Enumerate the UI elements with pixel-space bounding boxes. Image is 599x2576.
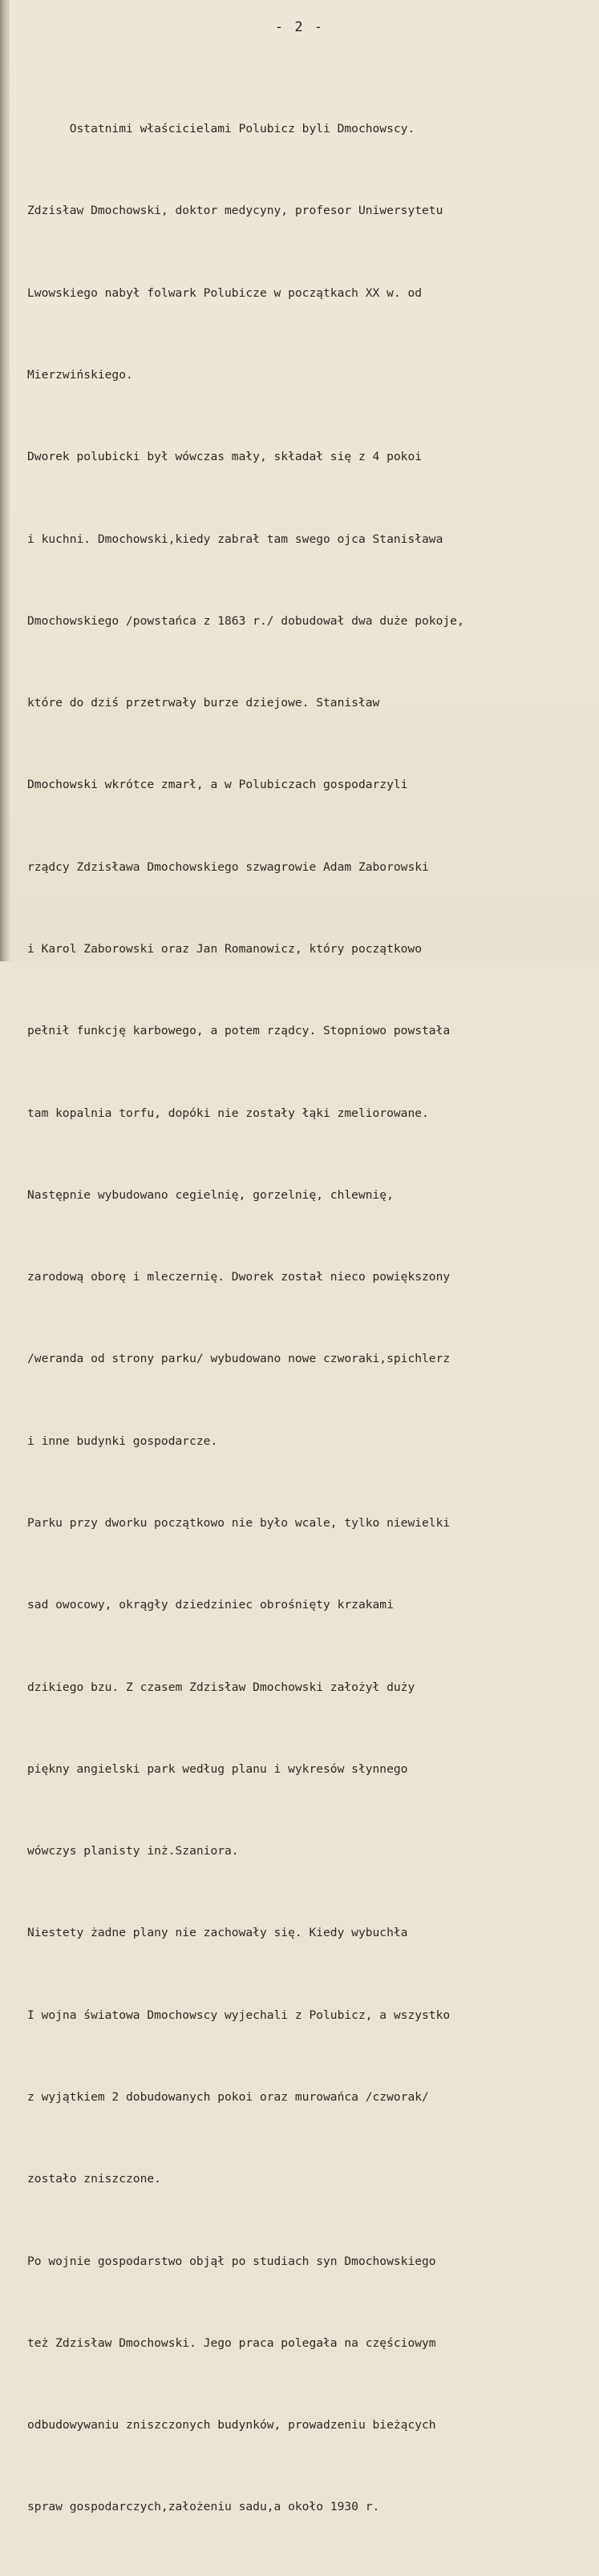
text-line: i kuchni. Dmochowski,kiedy zabrał tam swego ojca Stanisława xyxy=(27,532,443,546)
text-line: Dmochowskiego /powstańca z 1863 r./ dobudował dwa duże pokoje, xyxy=(27,613,464,628)
text-line: sad owocowy, okrągły dziedziniec obrośnięty krzakami xyxy=(27,1598,394,1612)
text-line: Dworek polubicki był wówczas mały, składał się z 4 pokoi xyxy=(27,450,423,464)
text-line: Lwowskiego nabył folwark Polubicze w początkach XX w. od xyxy=(27,285,423,300)
text-line: Niestety żadne plany nie zachowały się. Kiedy wybuchła xyxy=(27,1926,408,1940)
text-line: Ostatnimi właścicielami Polubicz byli Dmochowscy. xyxy=(27,122,415,136)
text-line: zarodową oborę i mleczernię. Dworek został nieco powiększony xyxy=(27,1270,451,1284)
text-line: pełnił funkcję karbowego, a potem rządcy. Stopniowo powstała xyxy=(27,1024,451,1038)
text-line: i inne budynki gospodarcze. xyxy=(27,1434,218,1448)
text-line: dzikiego bzu. Z czasem Zdzisław Dmochowski założył duży xyxy=(27,1680,415,1694)
text-line: Następnie wybudowano cegielnię, gorzelnię, chlewnię, xyxy=(27,1187,394,1202)
text-line: Mierzwińskiego. xyxy=(27,368,133,382)
text-line: Parku przy dworku początkowo nie było wcale, tylko niewielki xyxy=(27,1515,451,1530)
text-line: piękny angielski park według planu i wykresów słynnego xyxy=(27,1761,408,1776)
text-line: zostało zniszczone. xyxy=(27,2172,161,2186)
text-line: tam kopalnia torfu, dopóki nie zostały łąki zmeliorowane. xyxy=(27,1106,429,1120)
text-line: Po wojnie gospodarstwo objął po studiach syn Dmochowskiego xyxy=(27,2254,436,2268)
text-line: też Zdzisław Dmochowski. Jego praca polegała na częściowym xyxy=(27,2335,436,2350)
page-number: - 2 - xyxy=(274,19,325,35)
text-line: i Karol Zaborowski oraz Jan Romanowicz, który początkowo xyxy=(27,942,423,956)
page-left-edge xyxy=(0,0,10,961)
text-line: Dmochowski wkrótce zmarł, a w Polubiczach gospodarzyli xyxy=(27,778,408,792)
text-line: odbudowywaniu zniszczonych budynków, prowadzeniu bieżących xyxy=(27,2418,436,2432)
text-line: rządcy Zdzisława Dmochowskiego szwagrowie Adam Zaborowski xyxy=(27,859,429,874)
text-line: wówczys planisty inż.Szaniora. xyxy=(27,1844,239,1858)
body-text xyxy=(27,61,581,2576)
text-line: I wojna światowa Dmochowscy wyjechali z Polubicz, a wszystko xyxy=(27,2008,451,2022)
text-line: /weranda od strony parku/ wybudowano nowe czworaki,spichlerz xyxy=(27,1352,451,1366)
text-line: Zdzisław Dmochowski, doktor medycyny, profesor Uniwersytetu xyxy=(27,204,443,218)
text-line: które do dziś przetrwały burze dziejowe. Stanisław xyxy=(27,696,380,710)
text-line: z wyjątkiem 2 dobudowanych pokoi oraz murowańca /czworak/ xyxy=(27,2089,429,2104)
text-line: spraw gospodarczych,założeniu sadu,a około 1930 r. xyxy=(27,2500,380,2514)
